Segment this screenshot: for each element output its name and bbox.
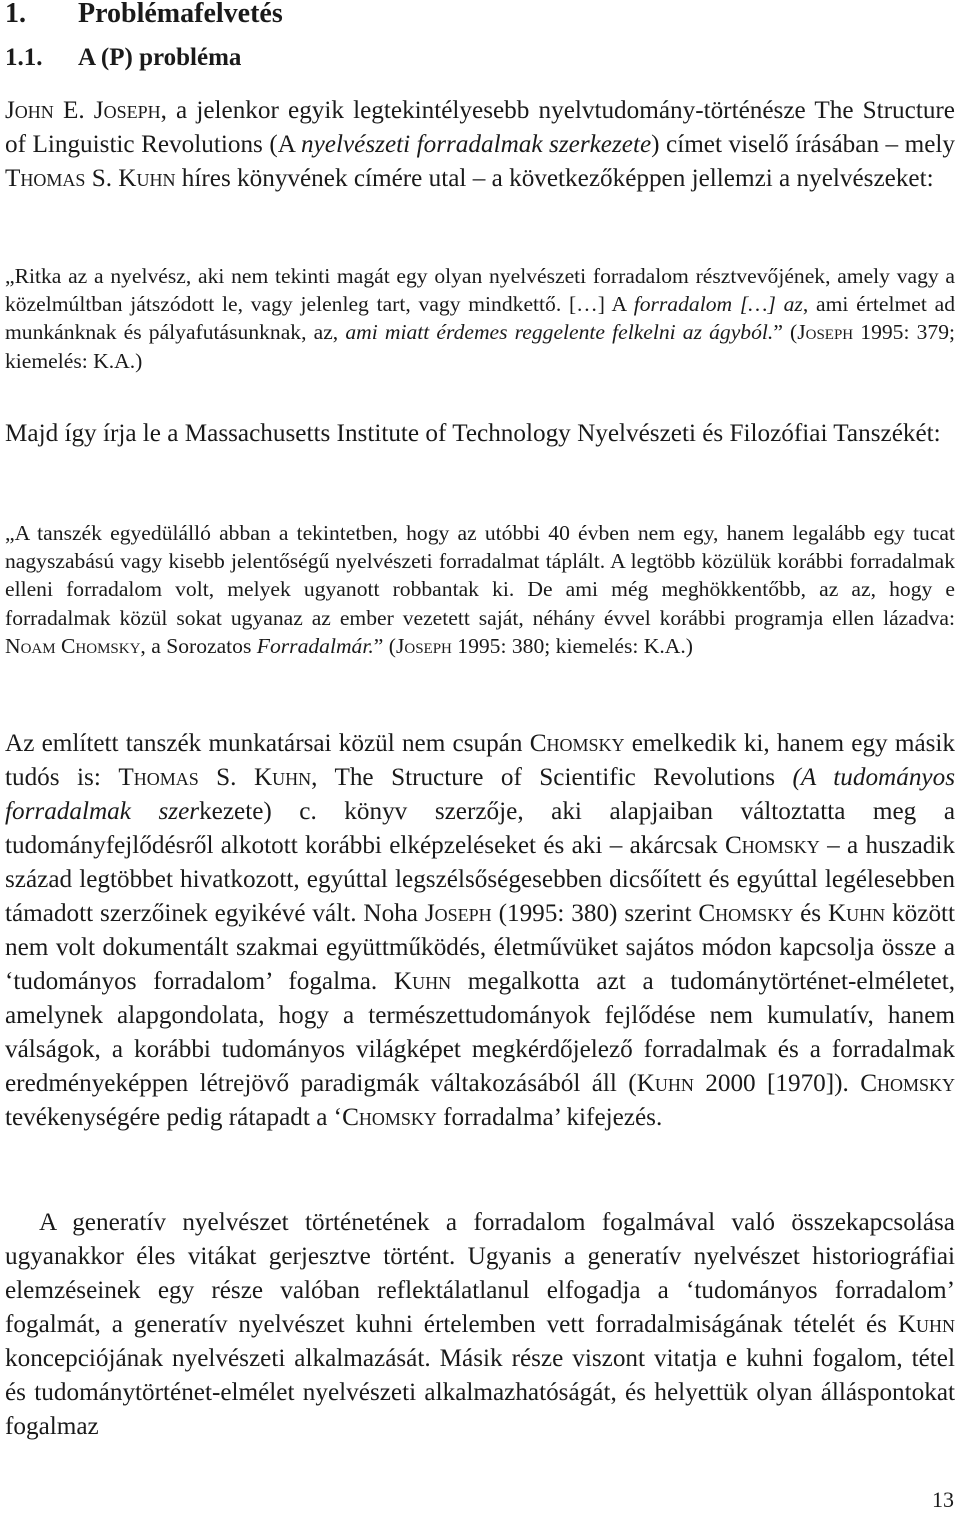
heading-number: 1.	[5, 0, 26, 29]
author-name: Joseph	[93, 97, 161, 124]
heading-number: 1.1.	[5, 44, 43, 71]
block-quote-2: „A tanszék egyedülálló abban a tekintetben, hogy az utóbbi 40 évben nem egy, hanem legalább egy tucat nagyszabású vagy kisebb jelentőségű nyelvészeti forradalmat táplált. A legtöbb közülük korábbi forradalmak elleni forradalom volt, melyek ugyanott robbantak ki. De ami még meghökkentőbb, az az, hogy e forradalmak közül sokat ugyanaz az ember vezetett saját, néhány évvel korábbi programja ellen lázadva: Noam Chomsky, a Sorozatos Forradalmár.” (Joseph 1995: 380; kiemelés: K.A.)	[5, 521, 955, 658]
author-name: Noam Chomsky	[5, 633, 141, 658]
italic-title: nyelvészeti forradalmak szerkezete	[301, 131, 652, 158]
block-quote-1: „Ritka az a nyelvész, aki nem tekinti magát egy olyan nyelvészeti forradalom résztvevőjének, amely vagy a közelmúltban játszódott le, vagy jelenleg tart, vagy mindkettő. […] A forradalom […] az, ami értelmet ad munkánknak és pályafutásunknak, az, ami miatt érdemes reggelente felkelni az ágyból.” (Joseph 1995: 379; kiemelés: K.A.)	[5, 264, 956, 373]
paragraph-3: Az említett tanszék munkatársai közül nem csupán Chomsky emelkedik ki, hanem egy másik tudós is: Thomas S. Kuhn, The Structure of Scientific Revolutions (A tudományos forradalmak szerkezete) c. könyv szerzője, aki alapjaiban változtatta meg a tudományfejlődésről alkotott korábbi elképzeléseket és aki – akárcsak Chomsky – a huszadik század legtöbbet hivatkozott, egyúttal legszélsőségesebben dicsőített és egyúttal legélesebben támadott szerzőinek egyikévé vált. Noha Joseph (1995: 380) szerint Chomsky és Kuhn között nem volt dokumentált szakmai együttműködés, életművüket sajátos módon kapcsolja össze a ‘tudományos forradalom’ fogalma. Kuhn megalkotta azt a tudománytörténet-elméletet, amelynek alapgondolata, hogy a természettudományok fejlődése nem kumulatív, hanem válságok, a korábbi tudományos világképet megkérdőjelező forradalmak és a forradalmak eredményeképpen létrejövő paradigmák váltakozásából áll (Kuhn 2000 [1970]). Chomsky tevékenységére pedig rátapadt a ‘Chomsky forradalma’ kifejezés.	[5, 730, 956, 1131]
page-number: 13	[932, 1487, 954, 1512]
author-name: Thomas S. Kuhn	[5, 165, 176, 192]
author-name: John E.	[5, 97, 85, 124]
author-name: Joseph	[395, 633, 452, 658]
intro-paragraph: John E. Joseph, a jelenkor egyik legtekintélyesebb nyelvtudomány-történésze The Structure of Linguistic Revolutions (A nyelvészeti forradalmak szerkezete) címet viselő írásában – mely Thomas S. Kuhn híres könyvének címére utal – a következőképpen jellemzi a nyelvészeket:	[5, 97, 955, 192]
paragraph-4: A generatív nyelvészet történetének a forradalom fogalmával való összekapcsolása ugyanakkor éles vitákat gerjesztve történt. Ugyanis a generatív nyelvészet historiográfiai elemzéseinek egy része valóban reflektálatlanul elfogadja a ‘tudományos forradalom’ fogalmát, a generatív nyelvészet kuhni értelemben vett forradalmiságának tételét és Kuhn koncepciójának nyelvészeti alkalmazását. Másik része viszont vitatja e kuhni fogalom, tétel és tudománytörténet-elmélet nyelvészeti alkalmazhatóságát, és helyettük olyan álláspontokat fogalmaz	[5, 1209, 956, 1440]
paragraph-2: Majd így írja le a Massachusetts Institute of Technology Nyelvészeti és Filozófiai Tanszékét:	[5, 420, 941, 447]
heading-level-1	[5, 0, 283, 30]
heading-level-2	[5, 44, 241, 72]
author-name: Joseph	[797, 320, 854, 345]
heading-title: Problémafelvetés	[78, 0, 283, 29]
heading-title: A (P) probléma	[78, 44, 242, 71]
